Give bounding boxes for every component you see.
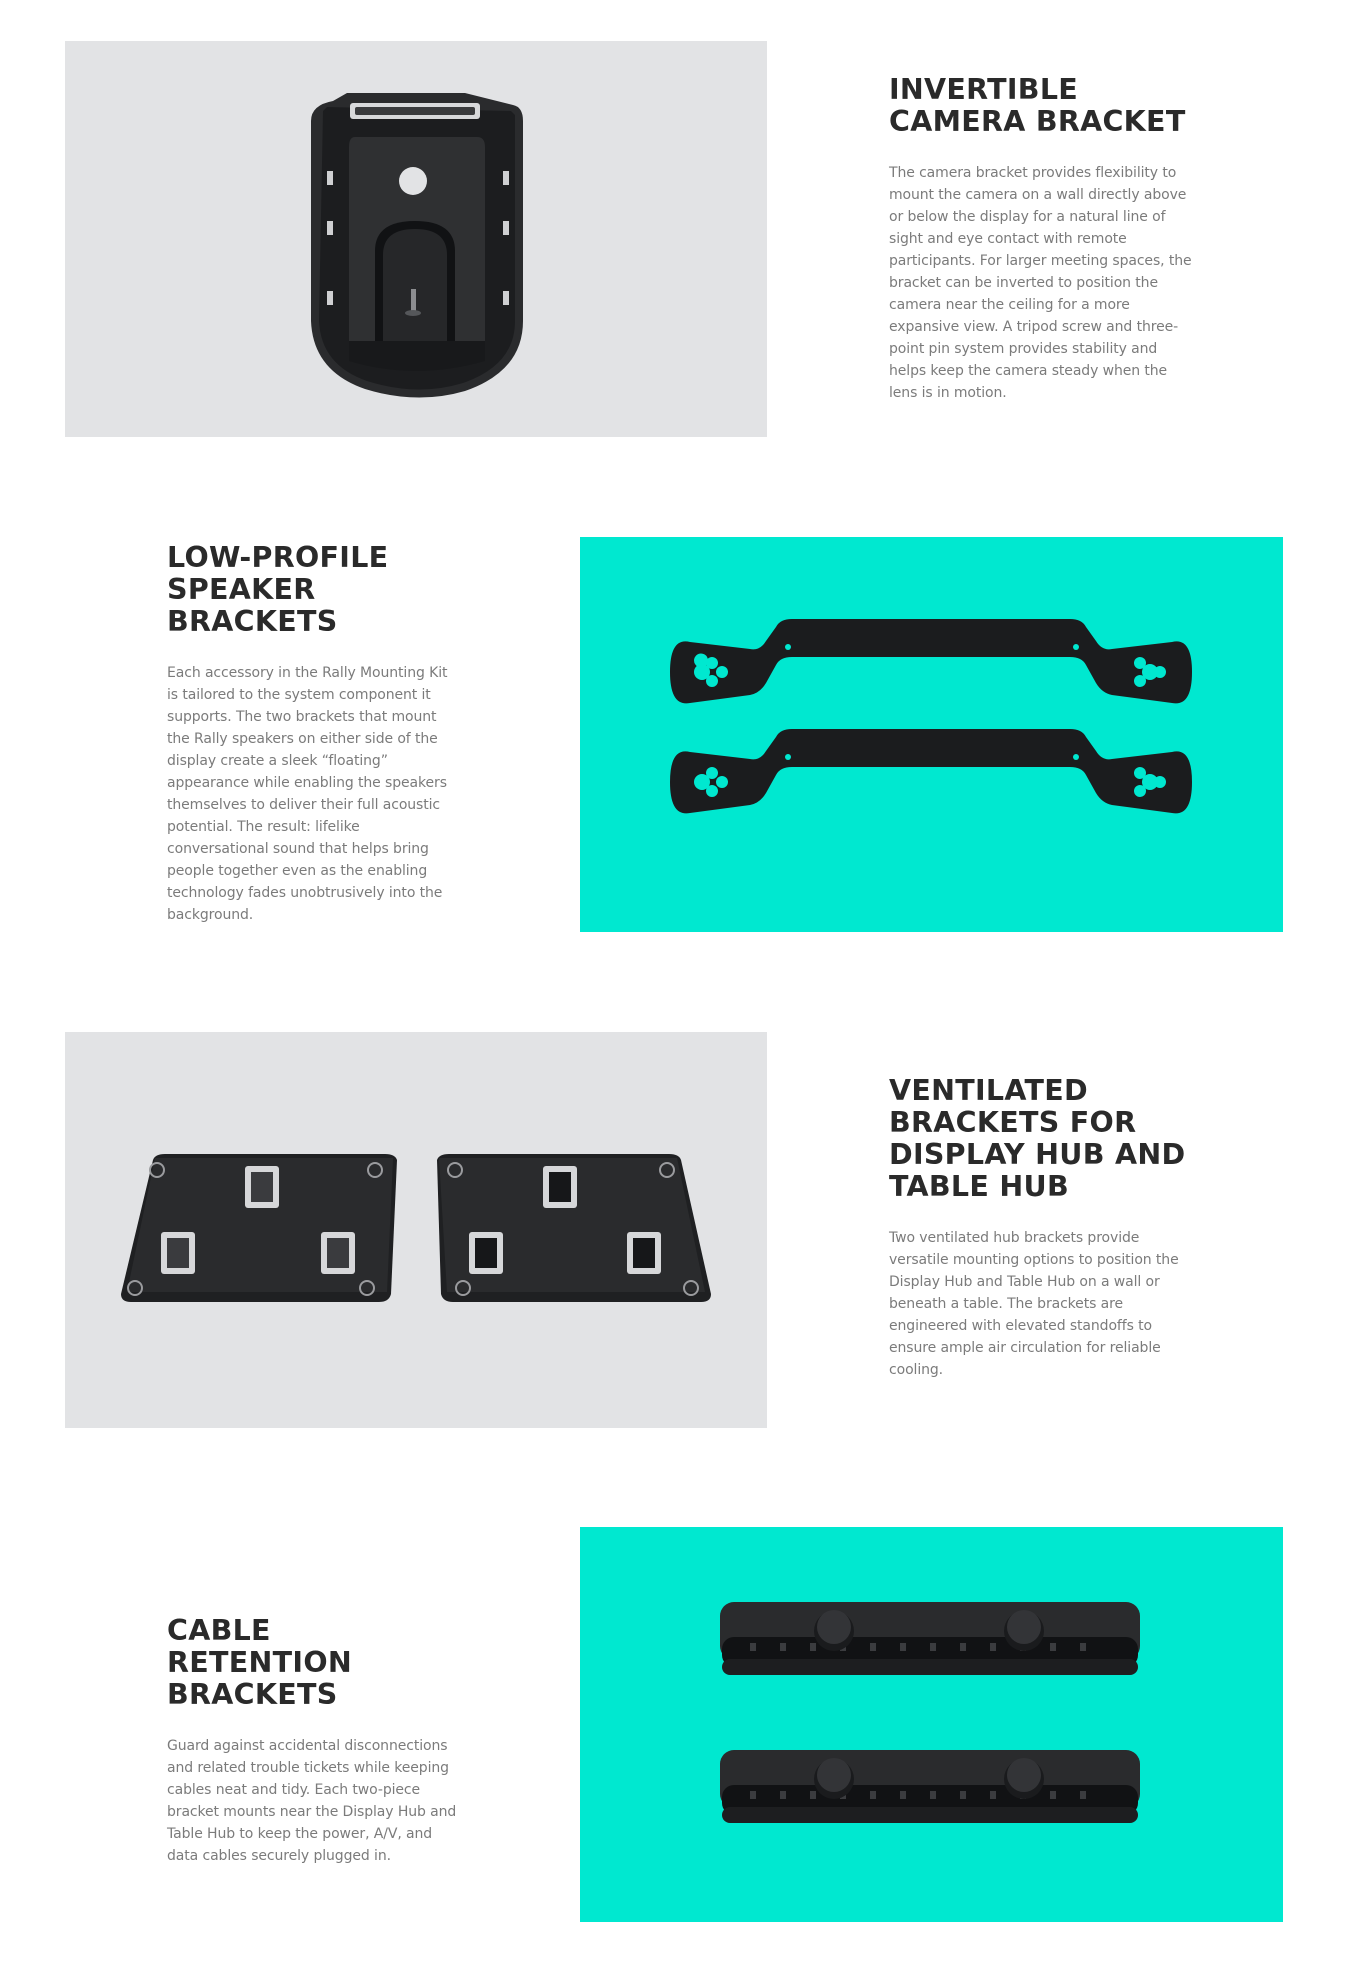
section-title: CABLE RETENTION BRACKETS — [167, 1614, 352, 1711]
section-body: Two ventilated hub brackets provide versatile mounting options to position the Display Hub and Table Hub on a wall or beneath a table. The brackets are engineered with elevated standoffs to ensure ample air circulation for reliable cooling. — [889, 1230, 1179, 1378]
speaker-brackets-illustration — [580, 537, 1283, 932]
section-cable-retention — [167, 1615, 462, 1867]
hub-brackets-illustration — [65, 1032, 767, 1428]
section-title: INVERTIBLE CAMERA BRACKET — [889, 73, 1186, 138]
section-camera-bracket — [889, 74, 1194, 404]
section-body: Each accessory in the Rally Mounting Kit is tailored to the system component it supports. The two brackets that mount the Rally speakers on either side of the display create a sleek “floating” appearance while enabling the speakers themselves to deliver their full acoustic potential. The result: lifelike conversational sound that helps bring people together even as the enabling technology fades unobtrusively into the background. — [167, 665, 448, 923]
section-body: The camera bracket provides flexibility to mount the camera on a wall directly above or below the display for a natural line of sight and eye contact with remote participants. For larger meeting spaces, the bracket can be inverted to position the camera near the ceiling for a more expansive view. A tripod screw and three-point pin system provides stability and helps keep the camera steady when the lens is in motion. — [889, 165, 1192, 401]
section-hub-brackets — [889, 1075, 1194, 1381]
section-title: VENTILATED BRACKETS FOR DISPLAY HUB AND TABLE HUB — [889, 1074, 1186, 1203]
section-speaker-brackets — [167, 542, 462, 926]
hub-brackets-image — [65, 1032, 767, 1428]
camera-bracket-illustration — [65, 41, 767, 437]
cable-retention-image — [580, 1527, 1283, 1922]
section-title: LOW-PROFILE SPEAKER BRACKETS — [167, 541, 389, 638]
section-body: Guard against accidental disconnections and related trouble tickets while keeping cables neat and tidy. Each two-piece bracket mounts near the Display Hub and Table Hub to keep the power, A/V, and data cables securely plugged in. — [167, 1738, 457, 1864]
speaker-brackets-image — [580, 537, 1283, 932]
camera-bracket-image — [65, 41, 767, 437]
cable-retention-illustration — [580, 1527, 1283, 1922]
